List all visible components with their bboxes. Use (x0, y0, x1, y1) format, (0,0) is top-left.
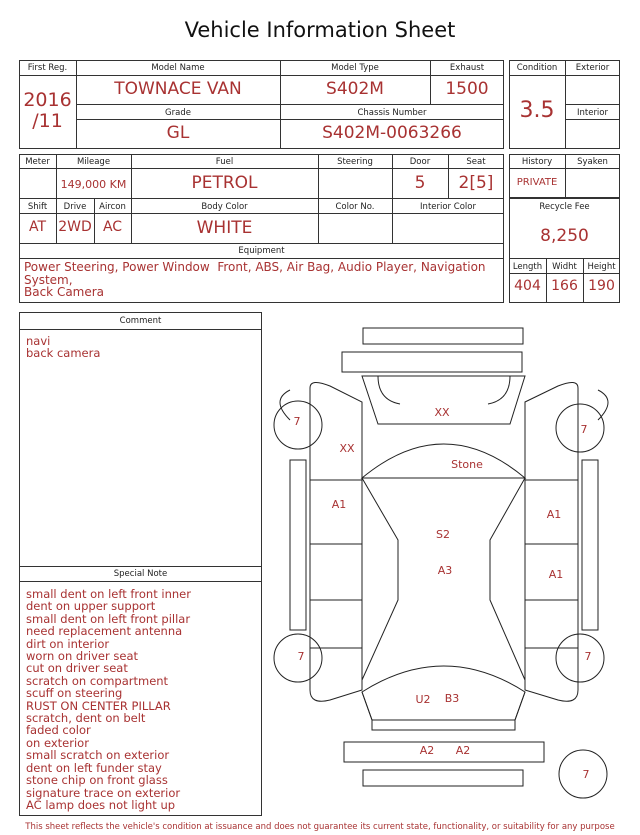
footer-disclaimer: This sheet reflects the vehicle's condition at issuance and does not guarantee its current state, functionality, or suitability for any purpose (25, 822, 615, 832)
aircon-value: AC (102, 219, 123, 235)
door-value: 5 (414, 173, 426, 193)
shift-label: Shift (27, 202, 48, 212)
list-item: navi (26, 334, 51, 348)
grade-label: Grade (165, 108, 191, 118)
mark-seat-area: S2 (436, 528, 450, 541)
exhaust-value: 1500 (445, 79, 489, 99)
shift-value: AT (28, 219, 47, 235)
width-value: 166 (551, 278, 578, 294)
chassis-number-label: Chassis Number (357, 108, 427, 118)
list-item: dirt on interior (26, 636, 110, 651)
body-color-value: WHITE (196, 218, 253, 238)
meter-label: Meter (25, 157, 50, 167)
history-value: PRIVATE (516, 177, 558, 188)
mark-spare-tire: 7 (582, 768, 590, 781)
list-item: need replacement antenna (26, 624, 183, 639)
list-item: AC lamp does not light up (26, 797, 176, 812)
interior-color-label: Interior Color (420, 202, 476, 212)
recycle-fee-label: Recycle Fee (539, 202, 590, 212)
mark-bumper-left: A2 (419, 744, 435, 757)
special-note-list (26, 588, 191, 811)
list-item: on exterior (26, 735, 89, 750)
interior-label: Interior (576, 108, 608, 118)
width-label: Widht (552, 262, 577, 272)
height-label: Height (587, 262, 616, 272)
list-item: scratch, dent on belt (26, 711, 146, 726)
mark-right-rear-door: A1 (548, 568, 564, 581)
comment-list (26, 335, 100, 360)
length-value: 404 (514, 278, 541, 294)
model-type-value: S402M (326, 79, 384, 99)
height-value: 190 (588, 278, 615, 294)
model-name-label: Model Name (151, 63, 205, 73)
drive-label: Drive (63, 202, 87, 212)
door-label: Door (409, 157, 431, 167)
drive-value: 2WD (58, 219, 92, 235)
list-item: faded color (26, 723, 91, 738)
list-item: signature trace on exterior (26, 785, 181, 800)
history-label: History (521, 157, 553, 167)
list-item: dent on left funder stay (26, 760, 162, 775)
aircon-label: Aircon (99, 202, 126, 212)
mark-tire-front-left: 7 (293, 415, 301, 428)
first-reg-label: First Reg. (27, 63, 68, 73)
mark-tire-front-right: 7 (580, 423, 588, 436)
seat-value: 2[5] (458, 173, 494, 193)
equipment-label: Equipment (238, 246, 285, 256)
mark-tire-rear-right: 7 (584, 650, 592, 663)
grade-value: GL (166, 123, 190, 143)
list-item: stone chip on front glass (26, 773, 168, 788)
fuel-label: Fuel (215, 157, 234, 167)
body-color-label: Body Color (201, 202, 248, 212)
mark-hood-left: XX (339, 442, 355, 455)
first-reg-month: /11 (32, 110, 63, 132)
mark-tailgate-b: B3 (444, 692, 460, 705)
mark-tire-rear-left: 7 (297, 650, 305, 663)
recycle-fee-value: 8,250 (540, 226, 589, 246)
list-item: scratch on compartment (26, 673, 169, 688)
seat-label: Seat (466, 157, 486, 167)
special-note-label: Special Note (113, 569, 168, 579)
mark-windshield: Stone (451, 458, 483, 471)
mileage-label: Mileage (76, 157, 111, 167)
model-type-label: Model Type (331, 63, 379, 73)
list-item: dent on upper support (26, 599, 156, 614)
mark-bumper-right: A2 (455, 744, 471, 757)
mileage-value: 149,000 KM (60, 178, 127, 191)
syaken-label: Syaken (577, 157, 608, 167)
mark-left-front-door: A1 (331, 498, 347, 511)
list-item: small dent on left front pillar (26, 611, 191, 626)
fuel-value: PETROL (191, 173, 258, 193)
chassis-number-value: S402M-0063266 (322, 123, 462, 143)
list-item: worn on driver seat (26, 649, 139, 664)
mark-floor: A3 (437, 564, 453, 577)
exhaust-label: Exhaust (449, 63, 485, 73)
exterior-label: Exterior (575, 63, 610, 73)
color-no-label: Color No. (335, 202, 375, 212)
comment-label: Comment (119, 316, 162, 326)
tire-rear-right-icon (556, 634, 604, 682)
page-title: Vehicle Information Sheet (184, 18, 456, 42)
list-item: cut on driver seat (26, 661, 128, 676)
list-item: back camera (26, 346, 101, 361)
length-label: Length (512, 262, 543, 272)
steering-label: Steering (337, 157, 373, 167)
list-item: scuff on steering (26, 686, 123, 701)
condition-value: 3.5 (519, 98, 555, 123)
list-item: RUST ON CENTER PILLAR (26, 698, 171, 713)
first-reg-year: 2016 (23, 89, 72, 111)
list-item: small dent on left front inner (26, 587, 191, 601)
model-name-value: TOWNACE VAN (114, 79, 242, 99)
mark-tailgate-u: U2 (415, 693, 431, 706)
condition-label: Condition (516, 63, 558, 73)
equipment-value: Power Steering, Power Window Front, ABS, Air Bag, Audio Player, Navigation System, Back Camera (24, 260, 486, 299)
list-item: small scratch on exterior (26, 748, 170, 763)
mark-roof-front: XX (434, 406, 450, 419)
mark-right-front-door: A1 (546, 508, 562, 521)
vehicle-diagram (268, 318, 620, 818)
